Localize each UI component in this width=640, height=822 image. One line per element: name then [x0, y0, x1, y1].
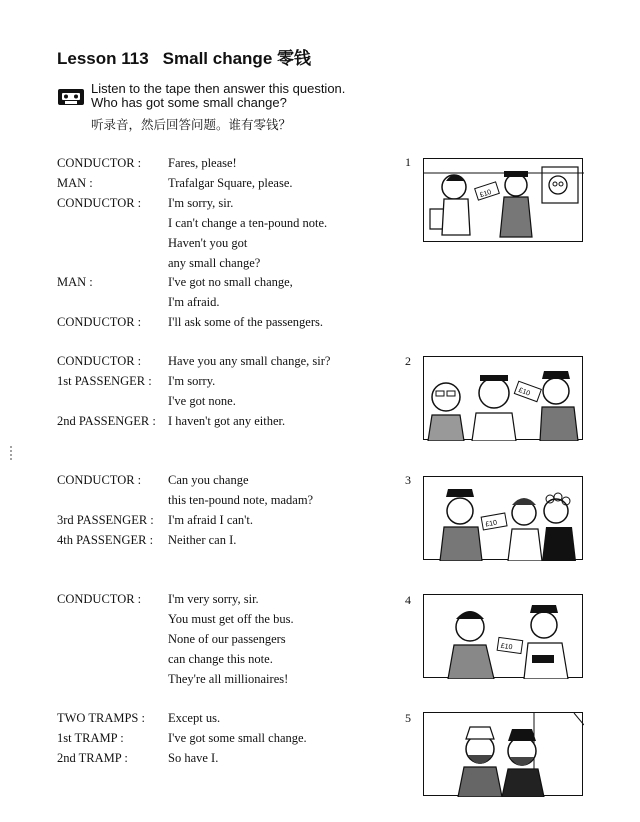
speech-line: Except us.	[168, 711, 221, 725]
speech-line: I haven't got any either.	[168, 414, 286, 428]
bus-conductor-illustration	[424, 159, 584, 243]
speaker-label: CONDUCTOR :	[57, 156, 142, 170]
speech-line: Trafalgar Square, please.	[168, 176, 293, 190]
margin-mark	[10, 446, 12, 460]
speech-line: I'm afraid.	[168, 295, 220, 309]
speaker-label: CONDUCTOR :	[57, 473, 142, 487]
question-chinese: 听录音，然后回答问题。谁有零钱？	[91, 117, 292, 132]
speech-line: They're all millionaires!	[168, 672, 289, 686]
speaker-label: 1st TRAMP :	[57, 731, 124, 745]
banknote-label: £10	[500, 642, 513, 652]
picture-number: 4	[405, 593, 411, 607]
speaker-label: 3rd PASSENGER :	[57, 513, 154, 527]
question-line-2: Who has got some small change?	[91, 95, 287, 110]
speech-line: this ten-pound note, madam?	[168, 493, 314, 507]
cartoon-panel-4	[423, 594, 583, 678]
banknote-label: £10	[479, 188, 493, 200]
cartoon-panel-5	[423, 712, 583, 796]
listening-question	[91, 82, 345, 110]
speech-line: You must get off the bus.	[168, 612, 294, 626]
speech-line: Neither can I.	[168, 533, 237, 547]
two-tramps-illustration	[424, 713, 584, 797]
speech-line: I'm very sorry, sir.	[168, 592, 259, 606]
speech-line: I've got no small change,	[168, 275, 293, 289]
speech-line: any small change?	[168, 256, 261, 270]
speech-line: None of our passengers	[168, 632, 286, 646]
cassette-tape-icon	[57, 88, 85, 106]
lesson-name-zh: 零钱	[277, 49, 312, 69]
speech-line: I've got some small change.	[168, 731, 307, 745]
speech-line: So have I.	[168, 751, 219, 765]
picture-number: 3	[405, 473, 411, 487]
speaker-label: 4th PASSENGER :	[57, 533, 154, 547]
speech-line: I've got none.	[168, 394, 236, 408]
banknote-label: £10	[517, 386, 531, 398]
speaker-label: 2nd TRAMP :	[57, 751, 128, 765]
speech-line: I'm sorry.	[168, 374, 216, 388]
speaker-label: 1st PASSENGER :	[57, 374, 152, 388]
speech-line: I'm sorry, sir.	[168, 196, 234, 210]
speech-line: Fares, please!	[168, 156, 237, 170]
picture-number: 1	[405, 155, 411, 169]
speaker-label: 2nd PASSENGER :	[57, 414, 156, 428]
banknote-label: £10	[484, 519, 498, 529]
lady-passengers-illustration	[424, 477, 584, 561]
speech-line: Haven't you got	[168, 236, 248, 250]
lesson-number: Lesson 113	[57, 49, 149, 68]
speech-line: Have you any small change, sir?	[168, 354, 331, 368]
lesson-name: Small change	[162, 49, 273, 68]
speaker-label: CONDUCTOR :	[57, 315, 142, 329]
picture-number: 2	[405, 354, 411, 368]
picture-number: 5	[405, 711, 411, 725]
question-line-1: Listen to the tape then answer this question.	[91, 81, 346, 96]
cartoon-panel-2	[423, 356, 583, 440]
cartoon-panel-3	[423, 476, 583, 560]
speaker-label: CONDUCTOR :	[57, 592, 142, 606]
speech-line: I can't change a ten-pound note.	[168, 216, 328, 230]
passengers-illustration	[424, 357, 584, 441]
speaker-label: CONDUCTOR :	[57, 354, 142, 368]
speaker-label: MAN :	[57, 176, 93, 190]
lesson-title	[57, 44, 311, 69]
speaker-label: TWO TRAMPS :	[57, 711, 145, 725]
speaker-label: MAN :	[57, 275, 93, 289]
speech-line: can change this note.	[168, 652, 273, 666]
speech-line: Can you change	[168, 473, 249, 487]
cartoon-panel-1	[423, 158, 583, 242]
speech-line: I'm afraid I can't.	[168, 513, 254, 527]
speech-line: I'll ask some of the passengers.	[168, 315, 323, 329]
conductor-and-man-illustration	[424, 595, 584, 679]
speaker-label: CONDUCTOR :	[57, 196, 142, 210]
